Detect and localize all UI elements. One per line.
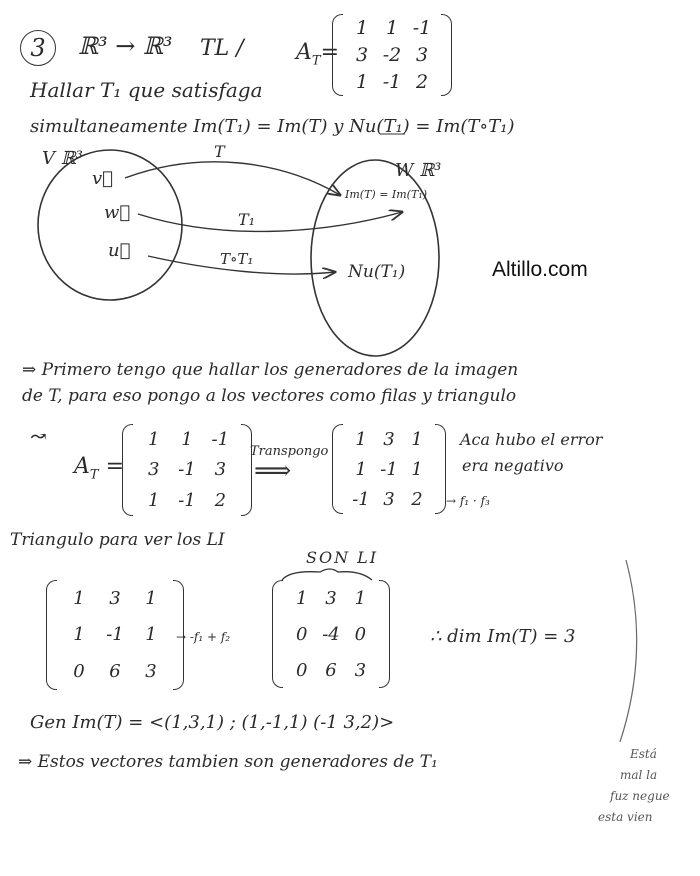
matrix-cell: 2 xyxy=(411,488,423,510)
side-note-line-4: esta vien xyxy=(598,810,653,824)
double-arrow-icon: ⟹ xyxy=(254,456,292,486)
error-note-2: era negativo xyxy=(462,456,564,475)
matrix-cell: 3 xyxy=(325,587,337,609)
arrow-t-label: T xyxy=(214,142,225,161)
matrix-cell: -1 xyxy=(412,16,432,39)
left-space-label: V ℝ³ xyxy=(42,148,83,169)
matrix-cell: 1 xyxy=(181,428,193,450)
generators-line: Gen Im(T) = <(1,3,1) ; (1,-1,1) (-1 3,2)> xyxy=(30,712,395,733)
matrix-cell: 1 xyxy=(147,428,160,450)
matrix-cell: -1 xyxy=(352,488,370,510)
paragraph-line-2: de T, para eso pongo a los vectores como filas y triangulo xyxy=(22,386,517,406)
matrix-cell: 0 xyxy=(354,623,367,645)
matrix-cell: -1 xyxy=(382,71,402,94)
side-note-line-1: Está xyxy=(630,747,657,761)
step-symbol: ↝ xyxy=(30,424,47,448)
matrix-cell: 3 xyxy=(415,43,429,66)
matrix-cell: -1 xyxy=(106,624,124,646)
matrix-cell: 0 xyxy=(295,623,308,645)
vector-u: u⃗ xyxy=(108,240,131,261)
matrix-cell: 3 xyxy=(147,459,160,481)
matrix-cell: 1 xyxy=(295,587,308,609)
matrix-cell: 3 xyxy=(214,459,227,481)
matrix-cell: -2 xyxy=(382,43,402,66)
matrix-cell: 2 xyxy=(415,71,429,94)
matrix-cell: 0 xyxy=(73,661,85,683)
exercise-number: 3 xyxy=(20,30,56,66)
matrix-cell: 2 xyxy=(214,490,227,512)
matrix-cell: 1 xyxy=(73,624,85,646)
matrix-cell: -1 xyxy=(178,459,196,481)
matrix-cell: -1 xyxy=(211,428,230,450)
at-subscript: T xyxy=(311,53,321,69)
matrix-cell: 1 xyxy=(411,428,423,450)
matrix-cell: 1 xyxy=(411,458,423,480)
matrix-cell: -4 xyxy=(322,623,340,645)
right-space-label: W ℝ³ xyxy=(395,160,442,181)
matrix-cell: 1 xyxy=(355,428,367,450)
mapping-text: ℝ³ → ℝ³ xyxy=(78,32,173,60)
at-equals: = xyxy=(320,40,339,65)
triangulo-heading: Triangulo para ver los LI xyxy=(10,530,225,550)
at-letter: A xyxy=(296,40,312,65)
matrix-cell: 3 xyxy=(109,587,121,609)
matrix-cell: 1 xyxy=(355,16,369,39)
matrix-cell: 1 xyxy=(355,458,367,480)
row-ops-1: → f₁ · f₃ xyxy=(446,494,490,508)
arrow-tt1-label: T∘T₁ xyxy=(220,250,254,268)
side-note-arc-path xyxy=(620,560,637,742)
matrix-cell: 0 xyxy=(295,659,308,681)
tl-text: TL / xyxy=(200,36,244,61)
matrix-cell: -1 xyxy=(178,490,196,512)
vector-v: v⃗ xyxy=(92,168,113,189)
paragraph-line-1: ⇒ Primero tengo que hallar los generadores de la imagen xyxy=(22,360,519,380)
matrix-cell: 1 xyxy=(385,16,399,39)
side-note-line-3: fuz negue xyxy=(610,789,670,803)
step-at-subscript: T xyxy=(89,467,99,483)
matrix-cell: 1 xyxy=(73,587,85,609)
matrix-cell: 3 xyxy=(355,43,369,66)
arrow-t1-label: T₁ xyxy=(238,210,256,229)
watermark-text: Altillo.com xyxy=(492,258,588,281)
matrix-cell: -1 xyxy=(380,458,398,480)
vector-w: w⃗ xyxy=(104,202,131,223)
step-at-letter: A xyxy=(74,454,90,479)
image-label: Im(T) = Im(T₁) xyxy=(345,188,428,201)
kernel-label: Nu(T₁) xyxy=(348,262,406,282)
matrix-cell: 1 xyxy=(147,490,160,512)
matrix-cell: 1 xyxy=(354,587,367,609)
side-note-line-2: mal la xyxy=(620,768,658,782)
transpose-label: Transpongo xyxy=(250,444,329,459)
matrix-cell: 3 xyxy=(145,661,157,683)
final-line: ⇒ Estos vectores tambien son generadores de T₁ xyxy=(18,752,438,772)
matrix-cell: 3 xyxy=(354,659,367,681)
son-li-label: SON LI xyxy=(306,548,379,567)
matrix-cell: 6 xyxy=(325,659,337,681)
matrix-cell: 1 xyxy=(145,624,157,646)
matrix-cell: 3 xyxy=(383,428,395,450)
text-line-2: simultaneamente Im(T₁) = Im(T) y Nu(T₁) = Im(T∘T₁) xyxy=(30,116,515,137)
text-line-1: Hallar T₁ que satisfaga xyxy=(30,78,263,102)
dimension-result: ∴ dim Im(T) = 3 xyxy=(430,626,576,647)
matrix-cell: 3 xyxy=(383,488,395,510)
matrix-cell: 6 xyxy=(109,661,121,683)
matrix-cell: 1 xyxy=(355,71,369,94)
step-at-equals: = xyxy=(105,454,124,479)
matrix-cell: 1 xyxy=(145,587,157,609)
row-ops-2: → -f₁ + f₂ xyxy=(176,630,231,644)
error-note-1: Aca hubo el error xyxy=(460,430,603,449)
